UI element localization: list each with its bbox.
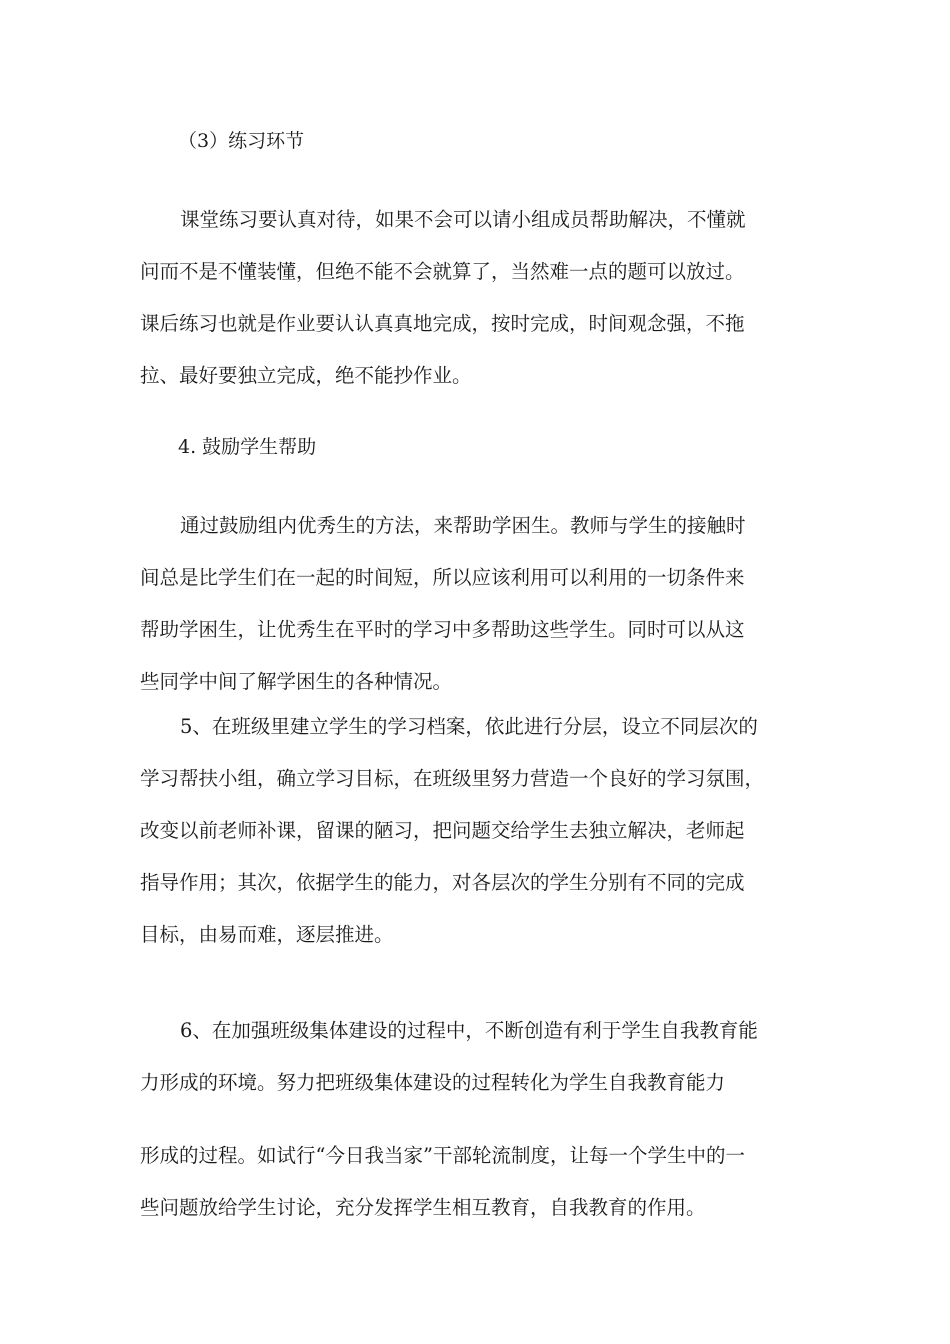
paragraph-line: 间总是比学生们在一起的时间短，所以应该利用可以利用的一切条件来 <box>140 566 745 589</box>
paragraph-line: 6、在加强班级集体建设的过程中，不断创造有利于学生自我教育能 <box>180 1019 758 1042</box>
paragraph-collective <box>140 1005 812 1109</box>
paragraph-line: 帮助学困生，让优秀生在平时的学习中多帮助这些学生。同时可以从这 <box>140 618 745 641</box>
paragraph-line: 通过鼓励组内优秀生的方法，来帮助学困生。教师与学生的接触时 <box>180 514 746 537</box>
paragraph-line: 改变以前老师补课，留课的陋习，把问题交给学生去独立解决，老师起 <box>140 819 745 842</box>
paragraph-line: 些同学中间了解学困生的各种情况。 <box>140 670 453 693</box>
paragraph-line: 拉、最好要独立完成，绝不能抄作业。 <box>140 364 472 387</box>
paragraph-line: 些问题放给学生讨论，充分发挥学生相互教育，自我教育的作用。 <box>140 1196 706 1219</box>
section-heading-practice: （3）练习环节 <box>178 130 305 152</box>
paragraph-process <box>140 1130 812 1234</box>
paragraph-line: 目标，由易而难，逐层推进。 <box>140 923 394 946</box>
paragraph-line: 力形成的环境。努力把班级集体建设的过程转化为学生自我教育能力 <box>140 1071 726 1094</box>
section-heading-help: 4. 鼓励学生帮助 <box>178 436 317 458</box>
paragraph-line: 课堂练习要认真对待，如果不会可以请小组成员帮助解决，不懂就 <box>180 208 746 231</box>
paragraph-line: 形成的过程。如试行“今日我当家”干部轮流制度，让每一个学生中的一 <box>140 1144 745 1167</box>
paragraph-line: 课后练习也就是作业要认认真真地完成，按时完成，时间观念强，不拖 <box>140 312 745 335</box>
paragraph-line: 问而不是不懂装懂，但绝不能不会就算了，当然难一点的题可以放过。 <box>140 260 745 283</box>
paragraph-help <box>140 500 812 708</box>
paragraph-archive <box>140 701 812 961</box>
paragraph-line: 5、在班级里建立学生的学习档案，依此进行分层，设立不同层次的 <box>180 715 758 738</box>
paragraph-practice <box>140 194 812 402</box>
paragraph-line: 指导作用；其次，依据学生的能力，对各层次的学生分别有不同的完成 <box>140 871 745 894</box>
paragraph-line: 学习帮扶小组，确立学习目标，在班级里努力营造一个良好的学习氛围， <box>140 767 765 790</box>
